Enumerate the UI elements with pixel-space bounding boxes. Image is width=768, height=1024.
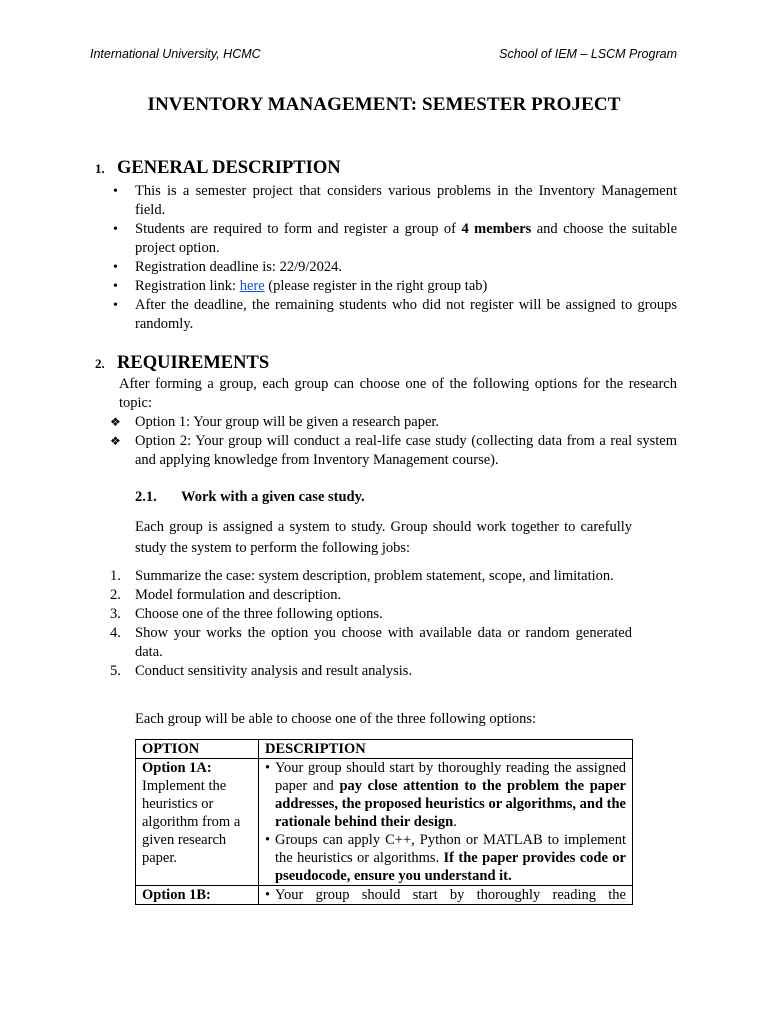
job-text: Conduct sensitivity analysis and result analysis.	[135, 663, 413, 679]
description-text: Your group should start by thoroughly reading the	[275, 887, 626, 903]
general-description-list	[110, 182, 677, 334]
requirements-intro: After forming a group, each group can choose one of the following options for the research topic:	[119, 376, 677, 411]
bullet-text: After the deadline, the remaining students who did not register will be assigned to groups randomly.	[135, 297, 677, 332]
item-number: 5.	[110, 663, 121, 679]
description-text: Your group should start by thoroughly reading the assigned paper and	[275, 760, 626, 794]
description-text: .	[453, 814, 457, 830]
item-number: 2.	[110, 587, 121, 603]
list-item	[110, 567, 632, 586]
bullet-text: Registration deadline is: 22/9/2024.	[135, 259, 343, 275]
case-study-intro: Each group is assigned a system to study. Group should work together to carefully study the system to perform the following jobs:	[135, 519, 632, 556]
options-table	[135, 739, 633, 905]
subsection-title: Work with a given case study.	[181, 489, 365, 505]
list-item	[265, 831, 626, 885]
list-item	[265, 759, 626, 831]
header-left: International University, HCMC	[90, 47, 261, 61]
bullet-text: and choose the suitable project option.	[135, 221, 678, 256]
description-bold-text: pay close attention to the problem the paper addresses, the proposed heuristics or algorithms, and the rationale behind their design	[275, 778, 626, 830]
job-text: Choose one of the three following options.	[135, 606, 383, 622]
section-1-title: GENERAL DESCRIPTION	[117, 158, 341, 178]
job-text: Show your works the option you choose with available data or random generated data.	[135, 625, 632, 660]
description-text: Groups can apply C++, Python or MATLAB to implement the heuristics or algorithms.	[275, 832, 626, 866]
item-number: 1.	[110, 568, 121, 584]
list-item	[110, 662, 632, 681]
list-item	[110, 182, 677, 220]
list-item	[110, 258, 677, 277]
job-text: Summarize the case: system description, problem statement, scope, and limitation.	[135, 568, 614, 584]
list-item	[110, 296, 677, 334]
option-title: Option 1B:	[142, 887, 211, 903]
section-1-heading	[95, 158, 341, 179]
subsection-number: 2.1.	[135, 489, 157, 505]
jobs-list	[110, 567, 632, 681]
section-1-number: 1.	[95, 161, 105, 176]
list-item	[110, 220, 677, 258]
list-item	[265, 886, 626, 904]
item-number: 4.	[110, 625, 121, 641]
option-text: Option 2: Your group will conduct a real-life case study (collecting data from a real system and applying knowledge from Inventory Management course).	[135, 433, 677, 468]
section-2-number: 2.	[95, 356, 105, 371]
option-title: Option 1A:	[142, 760, 212, 776]
option-cell	[136, 759, 259, 886]
research-options-list	[110, 413, 677, 470]
option-cell	[136, 886, 259, 905]
description-bold-text: If the paper provides code or pseudocode, ensure you understand it.	[275, 850, 626, 884]
table-row	[136, 886, 633, 905]
table-header-row	[136, 740, 633, 759]
list-item	[110, 586, 632, 605]
description-cell	[259, 886, 633, 905]
option-description: Implement the heuristics or algorithm from a given research paper.	[142, 778, 241, 866]
subsection-2-1-heading	[135, 489, 365, 506]
bullet-bold-text: 4 members	[461, 221, 532, 237]
description-cell	[259, 759, 633, 886]
document-title: INVENTORY MANAGEMENT: SEMESTER PROJECT	[147, 94, 621, 115]
list-item	[110, 277, 677, 296]
registration-link[interactable]: here	[239, 278, 265, 294]
bullet-text: (please register in the right group tab)	[264, 278, 488, 294]
bullet-text: This is a semester project that considers various problems in the Inventory Management field.	[135, 183, 677, 218]
bullet-text: Registration link:	[135, 278, 240, 294]
options-closing: Each group will be able to choose one of the three following options:	[135, 711, 537, 727]
item-number: 3.	[110, 606, 121, 622]
section-2-title: REQUIREMENTS	[117, 353, 270, 373]
job-text: Model formulation and description.	[135, 587, 342, 603]
option-text: Option 1: Your group will be given a research paper.	[135, 414, 440, 430]
list-item	[110, 605, 632, 624]
column-header-option: OPTION	[136, 740, 259, 759]
column-header-description: DESCRIPTION	[259, 740, 633, 759]
table-row	[136, 759, 633, 886]
list-item	[110, 413, 677, 432]
section-2-heading	[95, 353, 269, 374]
list-item	[110, 624, 632, 662]
header-right: School of IEM – LSCM Program	[499, 47, 677, 61]
bullet-text: Students are required to form and register a group of	[135, 221, 462, 237]
description-list	[265, 759, 626, 885]
description-list	[265, 886, 626, 904]
list-item	[110, 432, 677, 470]
